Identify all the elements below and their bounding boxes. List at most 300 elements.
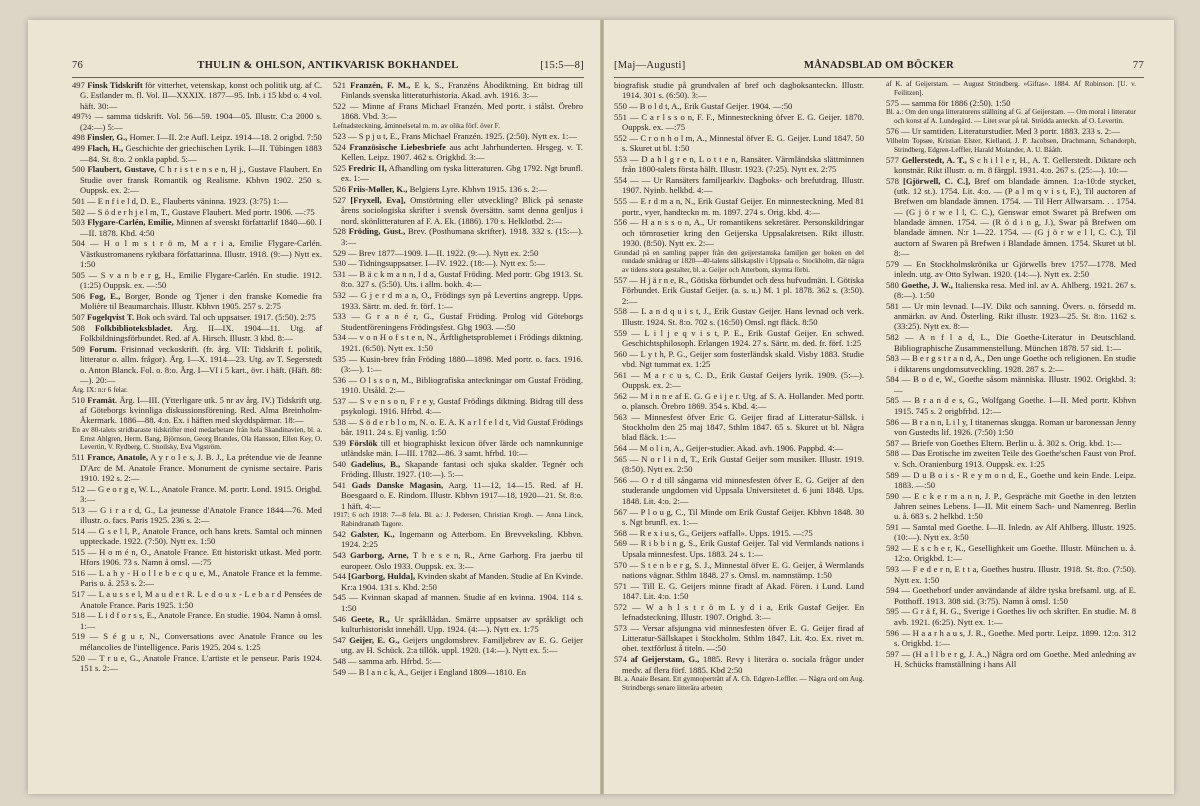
entry-heading: Forum. (89, 343, 117, 354)
catalogue-entry (72, 395, 322, 426)
catalogue-entry (886, 155, 1136, 176)
entry-number: 589 (886, 469, 899, 480)
entry-number: 542 (333, 529, 346, 540)
entry-text: — O r d till sångarna vid minnesfesten öfver E. G. Geijer af den studerande ungdomen vid Uppsala Universitetet d. 6 juni 1848. Ups. 1848. Lit. 4:o. 2:— (622, 475, 864, 506)
catalogue-entry (614, 560, 864, 581)
catalogue-entry (72, 80, 322, 111)
catalogue-entry (614, 475, 864, 506)
entry-number: 538 (333, 416, 346, 427)
entry-number: 547 (333, 634, 346, 645)
right-column-2 (886, 80, 1136, 785)
entry-text: Afhandling om tyska litteraturen. Gbg 1792. Ngt brunfl. ex. 1:— (341, 163, 583, 184)
left-header-rule (72, 77, 584, 78)
entry-text: Vilhelm Topsøe, Kristian Elster, Kielland, J. P. Jacobsen, Drachmann, Schandorph, Strindberg, Edgren-Leffler, Harald Molander, A. U. Bååth. (886, 136, 1136, 154)
catalogue-entry (886, 332, 1136, 353)
entry-text: — S ö d e r h j e l m, T., Gustave Flaubert. Med portr. 1906. —:75 (87, 206, 315, 217)
catalogue-entry (72, 270, 322, 291)
entry-text: Bl. a.: Om den unga litteraturens ställning af G. af Geijerstam. — Om moral i litteratur och konst af A. Lundegård. — Litet svar på tal. Strödda anteckn. af O. Levertin. (886, 108, 1136, 126)
catalogue-entry (72, 196, 322, 206)
entry-number: 531 (333, 269, 346, 280)
entry-number: 544 (333, 571, 346, 582)
catalogue-entry (333, 417, 583, 438)
entry-text: Ingemann og Atterbom. En Brevveksling. Kbhvn. 1924. 2:25 (341, 529, 583, 550)
entry-text: E k, S., Franzéns Åbodiktning. Ett bidrag till Finlands svenska litteraturhistoria. Akad. avh. 1916. 3:— (341, 80, 583, 101)
catalogue-entry (72, 452, 322, 483)
entry-number: 526 (333, 184, 346, 195)
entry-number: 543 (333, 550, 346, 561)
catalogue-entry (333, 184, 583, 194)
entry-heading: Fröding, Gust., (348, 226, 406, 237)
catalogue-entry (72, 631, 322, 652)
catalogue-entry (614, 581, 864, 602)
entry-text: A y r o l e s, J. B. J., La prétendue vie de Jeanne D'Arc de M. Anatole France. Monument de cynisme sectaire. Paris 1910. 192 s. 2:— (80, 452, 322, 483)
entry-number: 514 (72, 525, 85, 536)
entry-number: 537 (333, 395, 346, 406)
entry-text: — E r d m a n, N., Erik Gustaf Geijer. En minnesteckning. Med 81 portr., vyer, handteckn m. m. 1897. 274 s. Orig. kbd. 4:— (622, 196, 864, 217)
entry-text: — H o m é n, O., Anatole France. Ett historiskt utkast. Med portr. Hfors 1906. 73 s. Namn å omsl. —:75 (80, 547, 322, 568)
entry-number: 503 (72, 217, 85, 228)
entry-text: — W a h l s t r ö m L y d i a, Erik Gustaf Geijer. En lefnadsteckning. Illustr. 1907. Origbd. 3:— (622, 601, 864, 623)
entry-text: 1885. Revy i literära o. sociala frågor under medv. af flera förf. 1885. Kbd 2:50 (622, 654, 864, 675)
catalogue-entry (614, 101, 864, 111)
catalogue-entry (333, 396, 583, 417)
entry-text: Geijers ungdomsbrev. Familjebrev av E. G. Geijer utg. av H. Schück. 2:a tillök. uppl. 1920. (14:—). Nytt ex. 5:— (341, 634, 583, 655)
entry-number: 579 (886, 258, 899, 269)
entry-heading: Friis-Møller, K., (348, 184, 408, 195)
entry-heading: Flygare-Carlén, Emilie, (87, 217, 174, 228)
entry-number: 556 (614, 217, 627, 228)
book-spread (28, 20, 1174, 794)
catalogue-entry (886, 606, 1136, 627)
entry-number: 580 (886, 279, 899, 290)
entry-text: — Versar afsjungna vid minnesfesten öfver E. G. Geijer firad af Litteratur-Sällskapet i Stockholm. Sthlm 1847. Lit. 4:o. Ex. rivet m. obet. textförlust å titeln. —:50 (622, 622, 864, 654)
entry-text: — O l s s o n, M., Bibliografiska anteckningar om Gustaf Fröding. 1910. Utsåld. 2:— (341, 374, 583, 395)
entry-text: — S ö d e r b l o m, N. o. E. A. K a r l f e l d t, Vid Gustaf Frödings bår. 1911. 24 s. Ej vanlig. 1:50 (341, 416, 583, 438)
entry-number: 578 (886, 175, 899, 186)
entry-text: aus acht Jahrhunderten. Hrsgeg. v. T. Kellen. Leipz. 1907. 462 s. Origkbd. 3:— (341, 142, 583, 163)
entry-text: — N o r l i n d, T., Erik Gustaf Geijer som musiker. Illustr. 1919. (8:50). Nytt ex. 2:50 (622, 454, 864, 475)
entry-text: Årg. I—III. (Ytterligare utk. 5 nr av årg. IV.) Tidskrift utg. af Göteborgs kvinnliga diskussionsförening. Red. Alma Breinholm-Åkermark. 1886—88. 4:o. Ex. i häften med skyddspärmar. 18:— (80, 394, 322, 426)
catalogue-entry (886, 438, 1136, 448)
entry-text: — Das Erotische im zweiten Teile des Goethe'schen Faust von Prof. v. Sch. Oranienburg 1913. Ouppsk. ex. 1:25 (894, 448, 1136, 469)
entry-text: Bok och svärd. Tal och uppsatser. 1917. (5:50). 2:75 (136, 312, 316, 323)
entry-number: 548 (333, 655, 346, 666)
entry-text: biografisk studie på grundvalen af bref och dagboksanteckn. Illustr. 1914. 301 s. (6:50). 3:— (614, 80, 864, 101)
catalogue-entry (886, 522, 1136, 543)
entry-number: 520 (72, 652, 85, 663)
entry-number: 500 (72, 164, 85, 175)
catalogue-entry (886, 126, 1136, 136)
entry-heading: Gellerstedt, A. T., (901, 154, 967, 165)
entry-heading: Fog, E., (89, 290, 121, 301)
entry-number: 572 (614, 601, 627, 612)
catalogue-entry (333, 80, 583, 101)
entry-number: 518 (72, 610, 85, 621)
entry-heading: Galster, K., (350, 529, 395, 540)
entry-number: 501 (72, 195, 85, 206)
catalogue-entry (333, 258, 583, 268)
entry-text: Brev. (Posthumana skrifter). 1918. 332 s. (15:—). 3:— (341, 226, 583, 247)
catalogue-entry (72, 207, 322, 217)
catalogue-entry (333, 635, 583, 656)
entry-number: 581 (886, 300, 899, 311)
catalogue-entry (886, 353, 1136, 374)
entry-text: — F e d e r n, E t t a, Goethes hustru. Illustr. 1918. St. 8:o. (7:50). Nytt ex. 1:50 (894, 564, 1136, 585)
entry-heading: Goethe, J. W., (901, 279, 953, 290)
entry-text: — B o d e, W., Goethe såsom människa. Illustr. 1902. Origkbd. 3:— (894, 374, 1136, 395)
catalogue-entry (72, 132, 322, 142)
catalogue-entry (886, 564, 1136, 585)
entry-number: 519 (72, 631, 85, 642)
entry-note (886, 108, 1136, 125)
left-running-head (72, 60, 584, 74)
catalogue-entry (333, 550, 583, 571)
entry-heading: Geijer, E. G., (349, 634, 400, 645)
entry-text: — C r o n h o l m, A., Minnestal öfver E. G. Geijer. Lund 1847. 50 s. Skuret ut bl. 1:50 (622, 132, 864, 154)
catalogue-entry (886, 585, 1136, 606)
entry-number: 571 (614, 580, 627, 591)
entry-number: 536 (333, 374, 346, 385)
entry-note (72, 426, 322, 452)
entry-number: 522 (333, 101, 346, 112)
catalogue-entry (614, 217, 864, 248)
entry-number: 553 (614, 154, 627, 165)
entry-text: — Goetheborf under användande af äldre tyska brefsaml. utg. af E. Potthoff. 1913. 308 sid. (3:75). Namn å omsl. 1:50 (894, 585, 1136, 606)
entry-number: 582 (886, 332, 899, 343)
entry-text: Omstörtning eller utveckling? Blick på senaste årens sociologiska skrifter i svensk översättn. samt denna genljus i nord. skönlitteraturen af F. A. Ek. (1886). 170 s. Helklotbd. 2:— (341, 195, 583, 226)
catalogue-entry (886, 470, 1136, 491)
catalogue-entry (333, 163, 583, 184)
catalogue-entry (614, 349, 864, 370)
catalogue-entry (886, 374, 1136, 395)
entry-text: — E c k e r m a n n, J. P., Gespräche mit Goethe in den letzten Jahren seines Lebens. I—II. Mit einem Sach- und Namenreg. Berlin u. å. 683 s. 2 helkbd. 1:50 (894, 490, 1136, 522)
entry-text: till et biographiskt lexicon öfver lärde och namnkunnige utländske män. I—III. 1782—86. 3 samt. hfrbd. 10:— (341, 437, 583, 459)
entry-text: Skapande fantasi och sjuka skalder. Tegnér och Fröding. Illustr. 1927. (10:—). 5:— (341, 458, 583, 480)
entry-text: — Till E. G. Geijers minne firadt af Akad. Fören. i Lund. Lund 1847. Lit. 4:o. 1:50 (622, 580, 864, 601)
entry-text: Belgiens Lyre. Kbhvn 1915. 136 s. 2:— (409, 184, 547, 195)
catalogue-entry (72, 589, 322, 610)
entry-number: 533 (333, 311, 346, 322)
left-page (28, 20, 600, 794)
entry-number: 567 (614, 506, 627, 517)
entry-number: 510 (72, 394, 85, 405)
right-page-date: [Maj—Augusti] (614, 60, 686, 71)
entry-text: — samma tidskrift. Vol. 56—59. 1904—05. Illustr. C:a 2000 s. (24:—) 5:— (80, 111, 322, 132)
entry-heading: Förslök (349, 437, 378, 448)
catalogue-entry (333, 656, 583, 666)
entry-text: — M a r c u s, C. D., Erik Gustaf Geijers lyrik. 1909. (5:—). Ouppsk. ex. 2:— (622, 369, 864, 390)
entry-text: Frisinnad veckoskrift. (fr. årg. VII: Tidskrift f. politik, litteratur o. allm. frågor). Årg. I—X. 1914—23. Utg. av T. Segerstedt o. Anton Blanck. Fol. o. 8:o. Årg. I—VI i 5 kart., övr. i häft. (Häft. 88:—). 20:— (80, 343, 322, 385)
catalogue-entry (333, 195, 583, 226)
catalogue-entry (614, 370, 864, 391)
entry-text: — P l o u g, C., Til Minde om Erik Gustaf Geijer. Kbhvn 1848. 30 s. Ngt brunfl. ex. 1:— (622, 506, 864, 527)
catalogue-entry (333, 459, 583, 480)
catalogue-entry (614, 538, 864, 559)
entry-number: 595 (886, 606, 899, 617)
catalogue-entry (72, 217, 322, 238)
entry-heading: Framåt. (87, 394, 118, 405)
entry-text: — D a h l g r e n, L o t t e n, Ransäter. Värmländska slättminnen från 1800-talets första hälft. Illustr. 1923. (7:25). Nytt ex. 2:75 (622, 154, 864, 175)
entry-text: S c h i l l e r, H., A. T. Gellerstedt. Diktare och konstnär. Rikt illustr. o. m. 8 färgpl. 1931. 4:o. 267 s. (25:—). 10:— (894, 154, 1136, 175)
entry-number: 584 (886, 374, 899, 385)
entry-number: 577 (886, 154, 899, 165)
entry-number: 540 (333, 458, 346, 469)
catalogue-entry (72, 484, 322, 505)
entry-number: 594 (886, 585, 899, 596)
entry-number: 515 (72, 547, 85, 558)
entry-text: — H j ä r n e, R., Götiska förbundet och dess hufvudmän. I. Götiska Förbundet. Erik Gustaf Geijer. (a. s. u.) M. 1 pl. 1878. 362 s. (3:50). 2:— (622, 275, 864, 306)
entry-number: 521 (333, 80, 346, 90)
entry-text: — H a a r h a u s, J. R., Goethe. Med portr. Leipz. 1899. 12:o. 312 s. Origkbd. 1:— (894, 627, 1136, 648)
entry-text: — B e r g s t r a n d, A., Den unge Goethe och religionen. En studie i diktarens ungdomsutveckling. 1928. 287 s. 2:— (894, 353, 1136, 374)
catalogue-entry (72, 610, 322, 631)
left-column-2 (333, 80, 583, 785)
entry-text: — S v a n b e r g, H., Emilie Flygare-Carlén. En studie. 1912. (1:25) Ouppsk. ex. —:50 (80, 269, 322, 291)
entry-text: — v o n H o f s t e n, N., Ärftlighetsproblemet i Frödings diktning. 1921. (6:50). Nytt ex. 1:50 (341, 332, 583, 353)
catalogue-entry (333, 131, 583, 141)
entry-text: — B r a n n, L i l y, I titanernas skugga. Roman ur baronessan Jenny von Gustedts lif. 1926. (7:50) 1:50 (894, 416, 1136, 437)
entry-number: 593 (886, 564, 899, 575)
entry-text: Lefnadsteckning, åminnelsetal m. m. av olika förf. över F. (333, 122, 500, 131)
right-column-1 (614, 80, 864, 785)
entry-text: — G i r a r d, G., La jeunesse d'Anatole France 1844—76. Med illustr. o. facs. Paris 1925. 236 s. 2:— (80, 504, 322, 526)
entry-text: Årg. IX: n:r 6 felar. (72, 385, 128, 394)
entry-number: 527 (333, 195, 346, 206)
entry-text: — G j e r d m a n, O., Frödings syn på Levertins angrepp. Upps. 1933. Särtr. m. ded. fr. förf. 1:— (341, 290, 583, 311)
entry-note (614, 249, 864, 275)
catalogue-entry (614, 133, 864, 154)
catalogue-entry (333, 311, 583, 332)
catalogue-entry (886, 628, 1136, 649)
entry-text: Bl. a. Anaie Besant. Ett gymnopertrått af A. Ch. Edgren-Leffler. — Några ord om Aug. Strindbergs senare litterära arbeten (614, 675, 864, 692)
entry-heading: Finsler, G., (87, 132, 128, 143)
catalogue-entry (72, 505, 322, 526)
entry-number: 506 (72, 290, 85, 301)
catalogue-entry (333, 332, 583, 353)
entry-number: 586 (886, 416, 899, 427)
entry-text: — S v e n s o n, F r e y, Gustaf Frödings diktning. Bidrag till dess psykologi. 1916. Hfrbd. 4:— (341, 395, 583, 416)
entry-text: — G r a n é r, G., Gustaf Fröding. Prolog vid Göteborgs Studentföreningens Frödingsfest. Gbg 1903. —:50 (341, 311, 583, 332)
catalogue-entry (333, 614, 583, 635)
entry-text: Geschichte der griechischen Lyrik. I—II. Tübingen 1883—84. St. 8:o. 2 onkla papbd. 5:— (80, 143, 322, 164)
entry-note (886, 80, 1136, 97)
entry-number: 550 (614, 101, 627, 112)
entry-text: Grundad på en samling papper från den geijerstamska familjen ger boken en del rundade smådrag ur 1820—40-talens sällskapsliv i Uppsala o. Stockholm, där några av tidens stora gestalter, bl. a. Geijer och Atterbom, skymta förbi. (614, 248, 864, 274)
entry-number: 516 (72, 568, 85, 579)
entry-heading: [Fryxell, Eva], (350, 195, 406, 206)
entry-number: 499 (72, 143, 85, 154)
entry-text: En av 80-talets stridbaraste tidskrifter med medarbetare från hela Skandinavien, bl. a. Ernst Ahlgren, Herm. Bang, Björnson, Georg Brandes, Ola Hansson, Ellen Key, O. Levertin, V. Rydberg, C. Snoilsky, Eva Vigström. (72, 426, 322, 452)
entry-number: 561 (614, 369, 627, 380)
catalogue-entry (72, 111, 322, 132)
catalogue-entry (614, 623, 864, 654)
entry-text: — L i l j e q v i s t, P. E., Erik Gustaf Geijer. En schwed. Geschichtsphilosoph. Erlangen 1924. 27 s. Särtr. m. ded. fr. förf. 1:25 (622, 327, 864, 348)
entry-text: Italienska resa. Med inl. av A. Ahlberg. 1921. 267 s. (8:—). 1:50 (894, 279, 1136, 301)
entry-text: Aarg. 11—12, 14—15. Red. af H. Boesgaard o. E. Rindom. Illustr. Kbhvn 1917—18, 1920—21. St. 8:o. 1 häft. 4:— (341, 480, 583, 511)
entry-text: — samma för 1886 (2:50). 1:50 (901, 97, 1011, 108)
catalogue-entry (614, 454, 864, 475)
entry-text: — R e x i u s, G., Geijers »affall». Upps. 1915. —:75 (629, 527, 813, 538)
catalogue-entry (333, 592, 583, 613)
entry-text: — S t e n b e r g, S. J., Minnestal öfver E. G. Geijer, å Wermlands nations vägnar. Sthlm 1848. 27 s. Omsl. m. namnstämp. 1:50 (622, 559, 864, 580)
entry-text: — B o l d t, A., Erik Gustaf Geijer. 1904. —:50 (629, 101, 793, 112)
entry-heading: Fredric II, (348, 163, 387, 174)
catalogue-entry (614, 528, 864, 538)
catalogue-entry (333, 529, 583, 550)
catalogue-entry (614, 275, 864, 306)
catalogue-entry (886, 491, 1136, 522)
entry-number: 497½ (72, 111, 92, 122)
catalogue-entry (614, 654, 864, 675)
entry-text: — M i n n e af E. G. G e i j e r. Utg. af S. A. Hollander. Med portr. o. plansch. Örebro 1869. 354 s. Kbd. 4:— (622, 390, 864, 412)
entry-text: Homer. I—II. 2:e Aufl. Leipz. 1914—18. 2 origbd. 7:50 (129, 132, 322, 143)
entry-number: 570 (614, 559, 627, 570)
entry-text: — M o l i n, A., Geijer-studier. Akad. avh. 1906. Pappbd. 4:— (629, 443, 844, 454)
entry-text: — D u B o i s - R e y m o n d, E., Goethe und kein Ende. Leipz. 1883. —:50 (894, 469, 1136, 490)
entry-note (886, 137, 1136, 154)
catalogue-entry (72, 312, 322, 322)
right-page (604, 20, 1174, 794)
entry-number: 560 (614, 348, 627, 359)
entry-heading: Gadelius, B., (350, 458, 401, 469)
entry-heading: Flach, H., (87, 143, 124, 154)
catalogue-entry (614, 412, 864, 443)
catalogue-entry (72, 238, 322, 269)
entry-text: — C a r l s s o n, F. F., Minnesteckning öfver E. G. Geijer. 1870. Ouppsk. ex. —:75 (622, 111, 864, 133)
entry-number: 504 (72, 238, 85, 249)
entry-number: 563 (614, 411, 627, 422)
entry-number: 529 (333, 247, 346, 258)
entry-number: 541 (333, 480, 346, 491)
entry-heading: France, Anatole, (87, 452, 149, 463)
entry-text: Borger, Bonde og Tjener i den franske Komedie fra Molière til Beaumarchais. Illustr. Kbhvn 1905. 257 s. 2:75 (80, 290, 322, 312)
catalogue-entry (614, 80, 864, 101)
entry-number: 546 (333, 613, 346, 624)
entry-text: — G e o r g e, W. L., Anatole France. M. portr. Lond. 1915. Origbd. 3:— (80, 483, 322, 505)
catalogue-entry (72, 526, 322, 547)
entry-heading: [Gjörwell, C. C.], (902, 175, 971, 186)
catalogue-entry (333, 571, 583, 592)
catalogue-entry (886, 98, 1136, 108)
catalogue-entry (886, 259, 1136, 280)
catalogue-entry (333, 480, 583, 511)
catalogue-entry (886, 301, 1136, 332)
entry-number: 528 (333, 226, 346, 237)
catalogue-entry (72, 547, 322, 568)
entry-text: för vitterhet, vetenskap, konst och politik utg. af C. G. Estlander m. fl. Vol. II—XXXIX. 1877—95. Inb. i 15 kbd o. 4 vol. häft. 30:— (80, 80, 322, 111)
entry-heading: Franzén, F. M., (350, 80, 411, 90)
entry-number: 559 (614, 327, 627, 338)
left-page-number: 76 (72, 60, 84, 71)
catalogue-entry (614, 507, 864, 528)
entry-number: 573 (614, 622, 627, 633)
entry-text: — H a n s s o n, A., Ur romantikens sekretärer. Personskildringar och törnrosetier kring den Geijerska Uppsalakretsen. Rikt illustr. 1930. (8:50). Nytt ex. 2:— (622, 217, 864, 248)
entry-text: — E s c h e r, K., Gesellighkeit um Goethe. Illustr. München u. å. 12:o. Origkbd. 1:— (894, 543, 1136, 564)
entry-number: 539 (333, 437, 346, 448)
entry-text: — Minnesfest öfver Eric G. Geijer firad af Litteratur-Sällsk. i Stockholm den 25 maj 1847. Sthlm 1847. 65 s. Skuret ut bl. Några blad fläck. 1:— (622, 411, 864, 443)
entry-heading: Finsk Tidskrift (87, 80, 143, 90)
entry-text: Bref om blandade ämnen. 1:a-10:de stycket, (utk. 12 st.). 1754. Lit. 4:o. — (P a l m q v i s t, F.), Til auctoren af Brefwen om blandade ämnen. 1754. — Til Herr Allwarsam. . . 1754. — (G j ö r w e l l, C. C.), Genswar emot Swaret på Brefwen om blandade ämnen. 1754. — (R ö d i n g, J.), Swar på Brefwen om blandade ämnen. N:r 1—22. 1754. — (G j ö r w e l l, C. C.), Til auctorn af Swaren på Brefwen i Blandade ämnen. 1754. Skuret ut bl. 8:— (894, 175, 1136, 258)
entry-heading: Gads Danske Magasin, (351, 480, 444, 491)
entry-number: 505 (72, 269, 85, 280)
catalogue-entry (886, 280, 1136, 301)
right-page-title: MÅNADSBLAD OM BÖCKER (803, 60, 955, 71)
entry-number: 517 (72, 589, 85, 600)
catalogue-entry (333, 248, 583, 258)
entry-number: 498 (72, 132, 85, 143)
entry-text: — T r u e, G., Anatole France. L'artiste et le penseur. Paris 1924. 151 s. 2:— (80, 652, 322, 673)
entry-text: T h e s e n, R., Arne Garborg. Fra jaerbu til europeer. Oslo 1933. Ouppsk. ex. 3:— (341, 550, 583, 571)
catalogue-entry (614, 154, 864, 175)
catalogue-entry (333, 667, 583, 677)
entry-number: 525 (333, 163, 346, 174)
catalogue-entry (886, 649, 1136, 670)
entry-number: 565 (614, 454, 627, 465)
catalogue-entry (333, 142, 583, 163)
entry-number: 549 (333, 666, 346, 677)
entry-number: 558 (614, 306, 627, 317)
catalogue-entry (886, 417, 1136, 438)
entry-number: 497 (72, 80, 85, 90)
catalogue-entry (72, 653, 322, 674)
entry-heading: Fogelqvist T. (87, 312, 134, 323)
catalogue-entry (614, 175, 864, 196)
entry-heading: Französische Liebesbriefe (349, 142, 446, 153)
catalogue-entry (333, 375, 583, 396)
entry-heading: af Geijerstam, G., (630, 654, 700, 665)
entry-note (614, 675, 864, 692)
entry-number: 564 (614, 443, 627, 454)
entry-number: 502 (72, 206, 85, 217)
entry-number: 523 (333, 131, 346, 142)
left-column-1 (72, 80, 322, 785)
entry-text: Kvinden skabt af Manden. Studie af En Kvinde. Kr:a 1904. 131 s. Kbd. 2:50 (341, 571, 583, 592)
entry-text: — Brev 1877—1909. I—II. 1922. (9:—). Nytt ex. 2:50 (348, 247, 539, 258)
entry-heading: Folkbiblioteksbladet. (95, 322, 173, 333)
entry-heading: Garborg, Arne, (350, 550, 409, 561)
entry-text: — L a h y - H o l l e b e c q u e, M., Anatole France et la femme. Paris u. å. 253 s. 2:— (80, 568, 322, 589)
entry-number: 511 (72, 452, 85, 463)
entry-text: — G r ä f, H. G., Sverige i Goethes liv och skrifter. En studie. M. 8 avb. 1921. (6:25). Nytt ex. 1:— (894, 606, 1136, 627)
entry-text: — Samtal med Goethe. I—II. Inledn. av Alf Ahlberg. Illustr. 1925. (10:—). Nytt ex. 3:50 (894, 522, 1136, 543)
entry-text: — L a u s s e l, M a u d e t R. L e d o u x - L e b a r d Pensées de Anatole France. Paris 1925. 1:50 (80, 589, 322, 610)
entry-number: 585 (886, 395, 899, 406)
entry-text: — Briefe von Goethes Eltern. Berlin u. å. 302 s. Orig. kbd. 1:— (901, 437, 1122, 448)
entry-number: 569 (614, 538, 627, 549)
catalogue-entry (886, 395, 1136, 416)
entry-text: — B l a n c k, A., Geijer i England 1809—1810. En (348, 666, 527, 677)
left-page-title: THULIN & OHLSON, ANTIKVARISK BOKHANDEL (197, 60, 459, 71)
catalogue-entry (333, 101, 583, 122)
entry-number: 509 (72, 343, 85, 354)
catalogue-entry (886, 448, 1136, 469)
entry-text: — L y t h, P. G., Geijer som fosterländsk skald. Visby 1883. Studie vbd. Ngt tummat ex. 1:25 (622, 348, 864, 369)
entry-text: — Minne af Frans Michael Franzén. Med portr. i stålst. Örebro 1868. Vbd. 3:— (341, 101, 583, 122)
entry-text: — — Ur Ransäters familjearkiv. Dagboks- och brefutdrag. Illustr. 1907. Nyinb. helkbd. 4:— (622, 175, 864, 196)
entry-number: 524 (333, 142, 346, 153)
entry-number: 508 (72, 322, 85, 333)
entry-number: 566 (614, 475, 627, 486)
entry-text: — (H a l l b e r g, J. A.,) Några ord om Goethe. Med anledning av H. Schücks framställning i hans All (894, 648, 1136, 669)
catalogue-entry (72, 164, 322, 195)
entry-number: 554 (614, 175, 627, 186)
entry-note (72, 386, 322, 395)
entry-number: 587 (886, 437, 899, 448)
entry-text: C h r i s t e n s e n, H j., Gustave Flaubert. En Studie over fransk Romantik og Realisme. Kbhvn 1902. 250 s. Ouppsk. ex. 2:— (80, 164, 322, 195)
right-header-rule (614, 77, 1144, 78)
entry-number: 552 (614, 132, 627, 143)
catalogue-entry (614, 306, 864, 327)
